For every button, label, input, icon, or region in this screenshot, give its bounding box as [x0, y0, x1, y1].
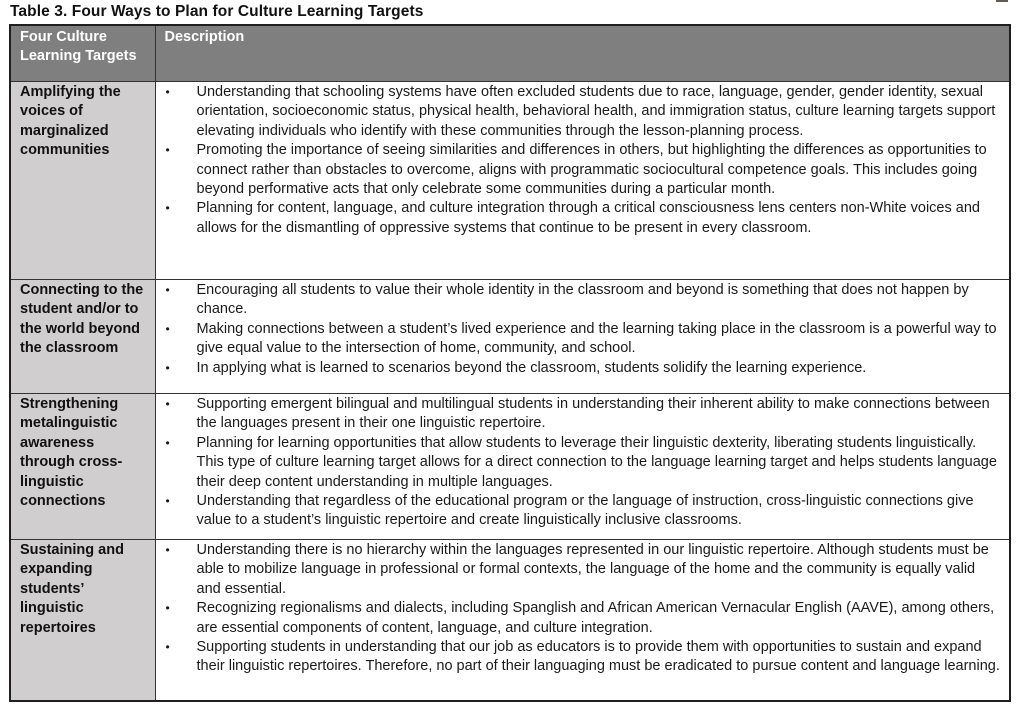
header-target-label: Four Culture Learning Targets — [20, 29, 137, 64]
target-label: Sustaining and expanding students’ linguistic repertoires — [20, 542, 124, 636]
description-bullet — [156, 141, 1002, 199]
bullet-text: Planning for content, language, and culture integration through a critical consciousness lens centers non-White voices and allows for the dismantling of oppressive systems that continue to be present in every classroom. — [196, 200, 980, 236]
header-description — [155, 25, 1010, 82]
page-corner-mark — [996, 0, 1008, 2]
description-bullet-list — [156, 394, 1010, 534]
culture-learning-targets-table — [9, 24, 1011, 702]
bullet-icon: • — [165, 360, 170, 375]
table-row — [10, 540, 1010, 702]
description-bullet — [156, 541, 1002, 599]
bullet-icon: • — [165, 601, 170, 616]
bullet-text: Planning for learning opportunities that allow students to leverage their linguistic dexterity, liberating students linguistically. This type of culture learning target allows for a direct connection to the language learning target and helps students language their deep content understanding in multiple languages. — [196, 434, 997, 490]
description-bullet — [156, 281, 1002, 320]
description-bullet — [156, 492, 1002, 531]
bullet-icon: • — [165, 543, 170, 557]
table-row — [10, 82, 1010, 280]
bullet-icon: • — [165, 435, 170, 450]
bullet-text: In applying what is learned to scenarios beyond the classroom, students solidify the learning experience. — [196, 359, 867, 376]
description-cell — [155, 82, 1010, 280]
table-row — [10, 394, 1010, 540]
target-label: Connecting to the student and/or to the world beyond the classroom — [20, 282, 144, 357]
description-cell — [155, 540, 1010, 702]
target-label: Strengthening metalinguistic awareness through cross-linguistic connections — [20, 396, 123, 510]
target-cell — [10, 540, 155, 702]
bullet-text: Making connections between a student’s lived experience and the learning taking place in the classroom is a powerful way to give equal value to the intersection of home, community, and school. — [196, 320, 997, 357]
description-bullet-list — [156, 82, 1010, 241]
description-bullet — [156, 395, 1002, 434]
bullet-text: Recognizing regionalisms and dialects, including Spanglish and African American Vernacular English (AAVE), among others, are essential components of content, language, and culture integration. — [196, 600, 995, 636]
description-bullet — [156, 638, 1002, 677]
bullet-text: Understanding that schooling systems have often excluded students due to race, language, gender, gender identity, sexual orientation, socioeconomic status, physical health, behavioral health, and immigration status, culture learning targets support elevating individuals who identify with these communities through the lesson-planning process. — [196, 84, 996, 139]
header-description-label: Description — [164, 29, 245, 45]
table-header-row — [10, 25, 1010, 82]
target-cell — [10, 394, 155, 540]
bullet-icon: • — [165, 321, 170, 336]
description-bullet — [156, 199, 1002, 238]
description-bullet — [156, 320, 1002, 359]
description-bullet — [156, 359, 1002, 378]
description-bullet-list — [156, 540, 1010, 680]
bullet-text: Promoting the importance of seeing similarities and differences in others, but highlighting the differences as opportunities to connect rather than obstacles to overcome, aligns with programmatic sociocultural competence goals. This includes going beyond performative acts that only celebrate some communities during a particular month. — [196, 142, 987, 198]
bullet-icon: • — [165, 143, 170, 158]
bullet-text: Supporting students in understanding that our job as educators is to provide them with opportunities to sustain and expand their linguistic repertoires. Therefore, no part of their languaging must be eradicated to pursue content and language learning. — [196, 639, 1000, 675]
description-cell — [155, 394, 1010, 540]
bullet-icon: • — [165, 640, 170, 655]
description-bullet-list — [156, 280, 1010, 381]
bullet-icon: • — [165, 201, 170, 216]
bullet-icon: • — [165, 283, 170, 297]
table-caption: Table 3. Four Ways to Plan for Culture Learning Targets — [10, 3, 424, 20]
bullet-text: Understanding there is no hierarchy within the languages represented in our linguistic repertoire. Although students must be able to mobilize language in professional or formal contexts, the language of the home and the community is equally valid and essential. — [196, 542, 989, 597]
description-bullet — [156, 83, 1002, 141]
description-cell — [155, 280, 1010, 394]
bullet-text: Encouraging all students to value their whole identity in the classroom and beyond is something that does not happen by chance. — [196, 282, 969, 318]
table-row — [10, 280, 1010, 394]
header-target — [10, 25, 155, 82]
bullet-text: Understanding that regardless of the educational program or the language of instruction, cross-linguistic connections give value to a student’s linguistic repertoire and create linguistically inclusive classrooms. — [196, 493, 974, 529]
bullet-text: Supporting emergent bilingual and multilingual students in understanding their inherent ability to make connections between the languages present in their one linguistic repertoire. — [196, 396, 990, 432]
target-cell — [10, 280, 155, 394]
target-label: Amplifying the voices of marginalized communities — [20, 84, 121, 159]
target-cell — [10, 82, 155, 280]
description-bullet — [156, 434, 1002, 492]
bullet-icon: • — [165, 397, 170, 411]
bullet-icon: • — [165, 85, 170, 99]
bullet-icon: • — [165, 494, 170, 509]
description-bullet — [156, 599, 1002, 638]
